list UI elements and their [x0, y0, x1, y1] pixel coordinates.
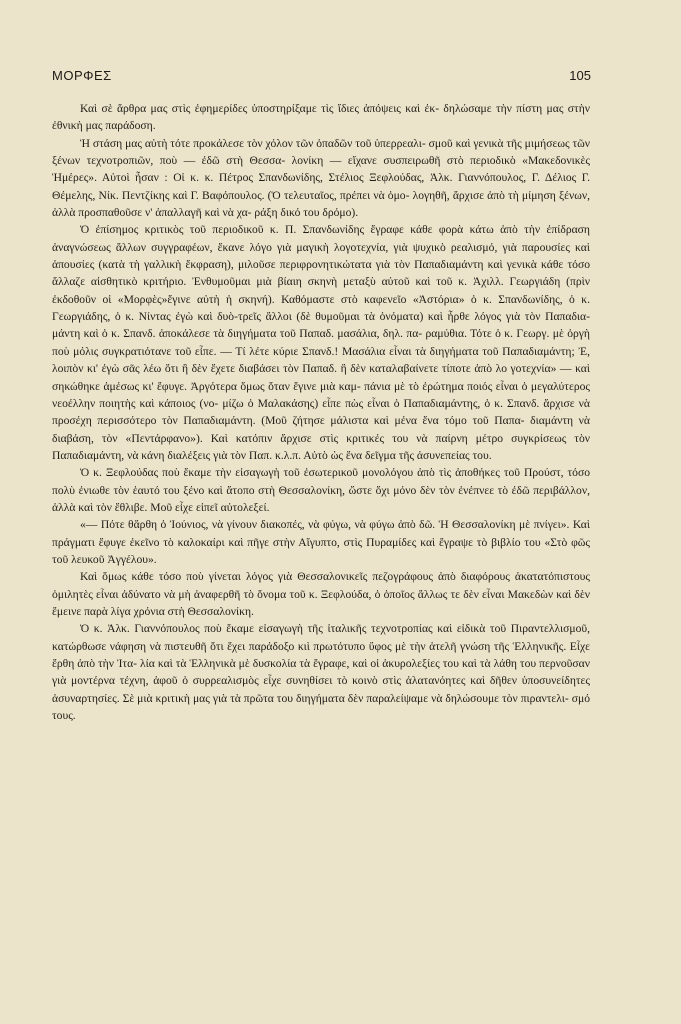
paragraph: Ἡ στάση μας αὐτὴ τότε προκάλεσε τὸν χόλον τῶν ὀπαδῶν τοῦ ὑπερρεαλι- σμοῦ καὶ γενικὰ τῆς μιμήσεως τῶν ξένων τεχνοτροπιῶν, ποὺ — ἐδῶ στὴ Θεσσα- λονίκη — εἴχανε συσπειρωθῆ στὸ περιοδικὸ «Μακεδονικὲς Ἡμέρες». Αὐτοὶ ἦσαν : Οἱ κ. κ. Πέτρος Σπανδωνίδης, Στέλιος Ξεφλούδας, Ἀλκ. Γιαννόπουλος, Γ. Δέλιος Γ. Θέμελης, Νίκ. Πεντζίκης καὶ Γ. Βαφόπουλος. (Ὁ τελευταῖος, πρέπει νὰ ὁμο- λογηθῆ, ἄρχισε ἀπὸ τὴ μίμηση ξένων, ἀλλὰ προσπαθοῦσε ν' ἀπαλλαγῆ καὶ νὰ χα- ράξη δικό του δρόμο).	[52, 136, 590, 220]
quote-paragraph: «— Πότε θἄρθη ὁ Ἰούνιος, νὰ γίνουν διακοπές, νὰ φύγω, νὰ φύγω ἀπὸ δῶ. Ἡ Θεσσαλονίκη μὲ πνίγει». Καὶ πράγματι ἔφυγε ἐκεῖνο τὸ καλοκαίρι καὶ πῆγε στὴν Αἴγυπτο, στὶς Πυραμίδες καὶ ἔγραψε τὸ βιβλίο του «Στὸ φῶς τοῦ λευκοῦ Ἀγγέλου».	[52, 518, 590, 566]
page-header	[52, 68, 591, 86]
page-number: 105	[569, 68, 591, 83]
running-title: ΜΟΡΦΕΣ	[52, 68, 112, 83]
paragraph: Καὶ σὲ ἄρθρα μας στὶς ἐφημερίδες ὑποστηρίξαμε τὶς ἴδιες ἀπόψεις καὶ ἐκ- δηλώσαμε τὴν πίστη μας στὴν ἐθνικὴ μας παράδοση.	[52, 102, 590, 133]
paragraph: Καὶ ὅμως κάθε τόσο ποὺ γίνεται λόγος γιὰ Θεσσαλονικεῖς πεζογράφους ἀπὸ διαφόρους ἀκατατόπιστους ὁμιλητὲς εἶναι ἀδύνατο νὰ μὴ ἀναφερθῆ τὸ ὄνομα τοῦ κ. Ξεφλούδα, ὁ ὁποῖος ἄλλως τε δὲν εἶναι Μακεδὼν καὶ δὲν ἔμεινε παρὰ λίγα χρόνια στὴ Θεσσαλονίκη.	[52, 570, 590, 618]
paragraph: Ὁ ἐπίσημος κριτικὸς τοῦ περιοδικοῦ κ. Π. Σπανδωνίδης ἔγραφε κάθε φορὰ κάτω ἀπὸ τὴν ἐπίδραση ἀναγνώσεως ἄλλων συγγραφέων, ἔκανε λόγο γιὰ μαγικὴ λογοτεχνία, γιὰ ψυχικὸ ρεαλισμό, γιὰ παρουσίες καὶ ἀπουσίες (κατὰ τὴ γαλλικὴ ἔκφραση), μιλοῦσε περιφρονητικώτατα γιὰ τὸν Παπαδιαμάντη καὶ γενικὰ κάθε τόσο ἄλλαζε αἰσθητικὸ κριτήριο. Ἐνθυμοῦμαι μιὰ βίαιη σκηνὴ μεταξὺ αὐτοῦ καὶ τοῦ κ. Ἀχιλλ. Γεωργιάδη (πρὶν ἐκδοθοῦν οἱ «Μορφὲς»ἔγινε αὐτὴ ἡ σκηνή). Καθόμαστε στὸ καφενεῖο «Ἀστόρια» ὁ κ. Σπανδωνίδης, ὁ κ. Γεωργιάδης, ὁ κ. Νίντας ἐγὼ καὶ δυὸ-τρεῖς ἄλλοι (δὲ θυμοῦμαι τὰ ὀνόματα) καὶ ἦρθε λόγος γιὰ τὸν Παπαδια- μάντη καὶ ὁ κ. Σπανδ. ἀποκάλεσε τὰ διηγήματα τοῦ Παπαδ. μασάλια, δηλ. πα- ραμύθια. Τότε ὁ κ. Γεωργ. μὲ ὀργὴ ποὺ μόλις συγκρατιότανε τοῦ εἶπε. — Τί λέτε κύριε Σπανδ.! Μασάλια εἶναι τὰ διηγήματα τοῦ Παπαδιαμάντη; Ἐ, λοιπὸν κι' ἐγὼ σᾶς λέω ὅτι ἢ δὲν ἔχετε διαβάσει τὸν Παπαδ. ἢ δὲν καταλαβαίνετε τίποτε ἀπὸ λο γοτεχνία» — καὶ σηκώθηκε ἀμέσως κι' ἔφυγε. Ἀργότερα ὅμως ὅταν ἔγινε μιὰ καμ- πάνια μὲ τὸ ἐρώτημα ποιός εἶναι ὁ μεγαλύτερος νεοέλλην ποιητὴς καὶ κάποιος (νο- μίζω ὁ Μαλακάσης) εἶπε πὼς εἶναι ὁ Παπαδιαμάντης, ὁ κ. Σπανδ. ἄρχισε νὰ προσέχη περισσότερο τὸν Παπαδιαμάντη. (Μοῦ ζήτησε μάλιστα καὶ μένα ἕνα τόμο τοῦ Παπα- διαμάντη νὰ διαβάση, τὸν «Πεντάρφανο»). Καὶ κατόπιν ἄρχισε στὶς κριτικές του νὰ παίρνη μέτρο συγκρίσεως τὸν Παπαδιαμάντη, νὰ κάνη διαλέξεις γιὰ τὸν Παπ. κ.λ.π. Αὐτὸ ὡς ἕνα δεῖγμα τῆς ἀσυνεπείας του.	[52, 223, 590, 462]
paragraph: Ὁ κ. Ἀλκ. Γιαννόπουλος ποὺ ἔκαμε εἰσαγωγὴ τῆς ἰταλικῆς τεχνοτροπίας καὶ εἰδικὰ τοῦ Πιραντελλισμοῦ, κατώρθωσε νάφηση νὰ πιστευθῆ ὅτι ἔχει παράδοξο κιὶ πρωτότυπο ὕφος μὲ τὴν ἀτελῆ γνώση τῆς Ἑλληνικῆς. Εἶχε ἔρθη ἀπὸ τὴν Ἰτα- λία καὶ τὰ Ἑλληνικὰ μὲ δυσκολία τὰ ἔγραφε, καὶ οἱ ἀκυρολεξίες του καὶ τὰ λάθη του περνοῦσαν γιὰ μοντέρνα τέχνη, ἀφοῦ ὁ συρρεαλισμὸς εἶχε συνηθίσει τὸ κοινὸ στὶς ἀλατανόητες καὶ δῆθεν ὑποσυνείδητες ἀσυναρτησίες. Σὲ μιὰ κριτικὴ μας γιὰ τὰ πρῶτα του διηγήματα δὲν παραλείψαμε νὰ δηλώσουμε τὸν πιραντελι- σμό τους.	[52, 622, 590, 723]
body-text	[52, 100, 590, 724]
paragraph: Ὁ κ. Ξεφλούδας ποὺ ἔκαμε τὴν εἰσαγωγὴ τοῦ ἐσωτερικοῦ μονολόγου ἀπὸ τὶς ἀποθήκες τοῦ Προύστ, τόσο πολὺ ἐνιωθε τὸν ἑαυτό του ξένο καὶ ἄτοπο στὴ Θεσσαλονίκη, ὥστε ὄχι μόνο δὲν τὸν ἐνέπνεε τὸ ἐδῶ περιβάλλον, ἀλλὰ καὶ τὸν ἔθλιβε. Μοῦ εἶχε εἰπεῖ αὐτολεξεί.	[52, 466, 590, 514]
